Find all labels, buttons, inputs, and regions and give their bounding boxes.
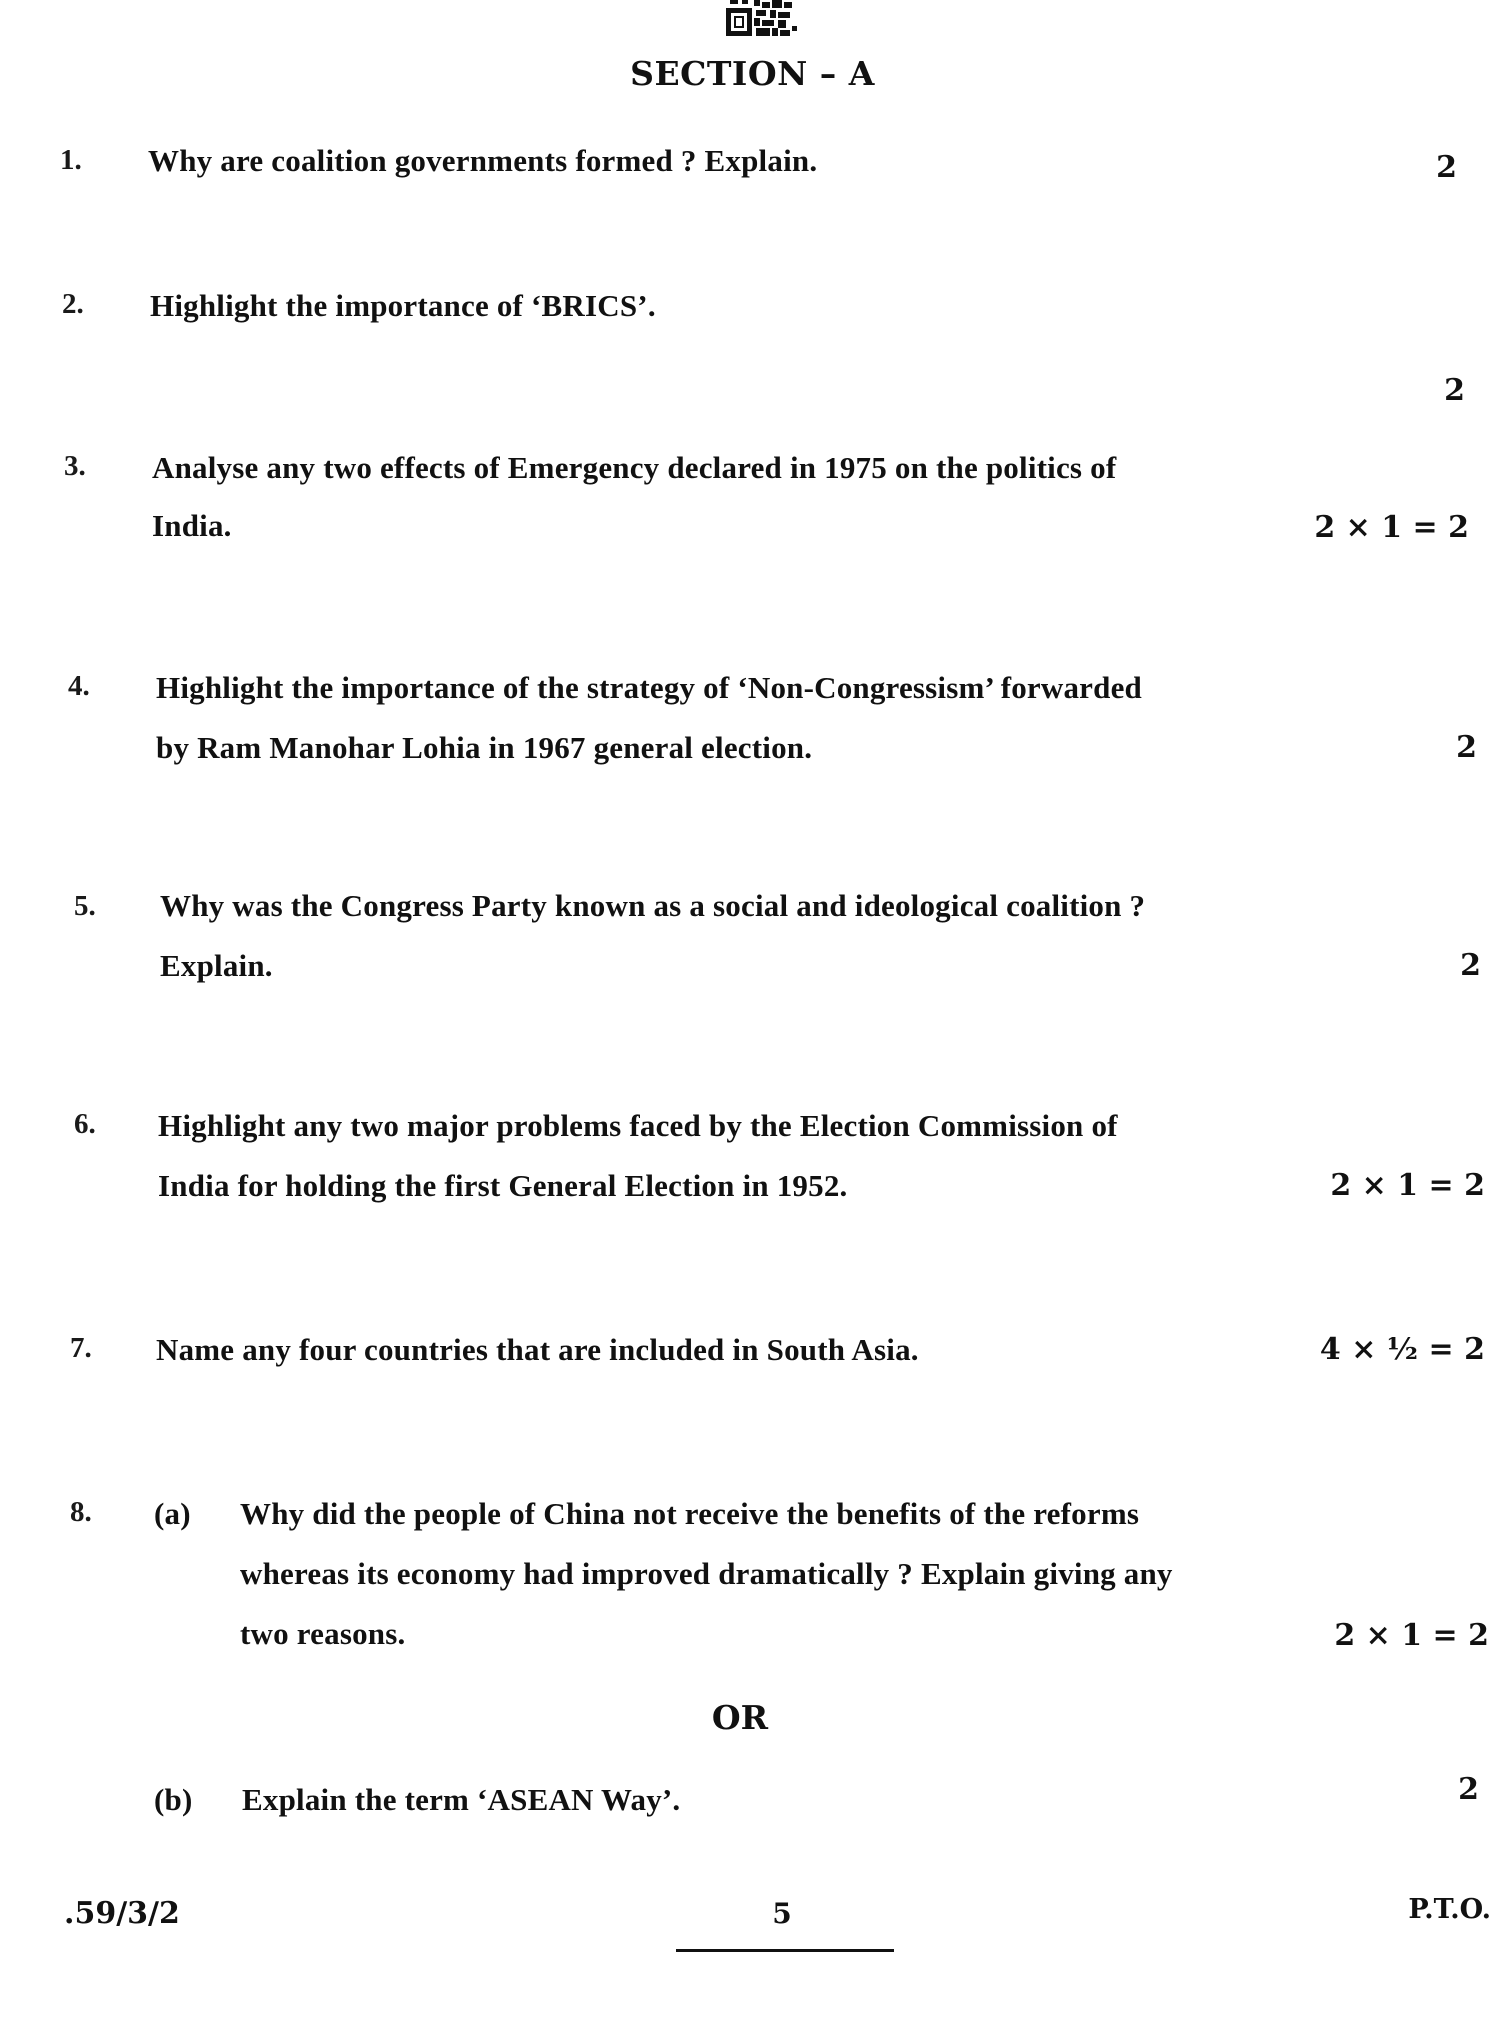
question-marks: 4 × ½ = 2 (1319, 1332, 1485, 1367)
question-text-line-1: Highlight the importance of the strategy of ‘Non-Congressism’ forwarded (156, 670, 1142, 705)
part-label: (a) (154, 1496, 191, 1531)
question-text-line-2: Explain. (160, 948, 273, 983)
question-text-line-2: India. (152, 508, 232, 543)
question-marks: 2 (1436, 150, 1457, 185)
question-text: Why are coalition governments formed ? Explain. (148, 143, 818, 178)
question-text-line-1: Why was the Congress Party known as a social and ideological coalition ? (160, 888, 1146, 923)
part-text: Explain the term ‘ASEAN Way’. (242, 1782, 681, 1817)
question-text-line-2: India for holding the first General Election in 1952. (158, 1168, 848, 1203)
question-marks: 2 (1460, 948, 1481, 983)
question-number: 7. (70, 1332, 92, 1364)
question-number: 1. (60, 144, 82, 176)
part-marks: 2 × 1 = 2 (1334, 1618, 1489, 1653)
question-text-line-2: by Ram Manohar Lohia in 1967 general election. (156, 730, 813, 765)
question-number: 6. (74, 1108, 96, 1140)
part-marks: 2 (1458, 1772, 1479, 1807)
pto-label: P.T.O. (1408, 1894, 1491, 1925)
question-marks: 2 × 1 = 2 (1330, 1168, 1485, 1203)
question-marks: 2 × 1 = 2 (1314, 510, 1469, 545)
paper-code: .59/3/2 (64, 1896, 180, 1931)
question-marks: 2 (1456, 730, 1477, 765)
question-text: Name any four countries that are included in South Asia. (156, 1332, 919, 1367)
question-number: 4. (68, 670, 90, 702)
question-text: Highlight the importance of ‘BRICS’. (150, 288, 656, 323)
question-number: 2. (62, 288, 84, 320)
question-marks: 2 (1444, 373, 1465, 408)
page-number: 5 (772, 1897, 792, 1930)
part-text-line-1: Why did the people of China not receive the benefits of the reforms (240, 1496, 1140, 1531)
question-number: 8. (70, 1496, 92, 1528)
part-label: (b) (154, 1782, 193, 1817)
question-number: 3. (64, 450, 86, 482)
page-number-underline (676, 1949, 894, 1952)
or-separator: OR (711, 1698, 769, 1737)
section-title: SECTION – A (630, 54, 875, 93)
question-text-line-1: Highlight any two major problems faced by the Election Commission of (158, 1108, 1118, 1143)
qr-code-icon (726, 0, 804, 38)
part-text-line-2: whereas its economy had improved dramatically ? Explain giving any (240, 1556, 1173, 1591)
part-text-line-3: two reasons. (240, 1616, 406, 1651)
question-text-line-1: Analyse any two effects of Emergency declared in 1975 on the politics of (152, 450, 1117, 485)
question-number: 5. (74, 890, 96, 922)
